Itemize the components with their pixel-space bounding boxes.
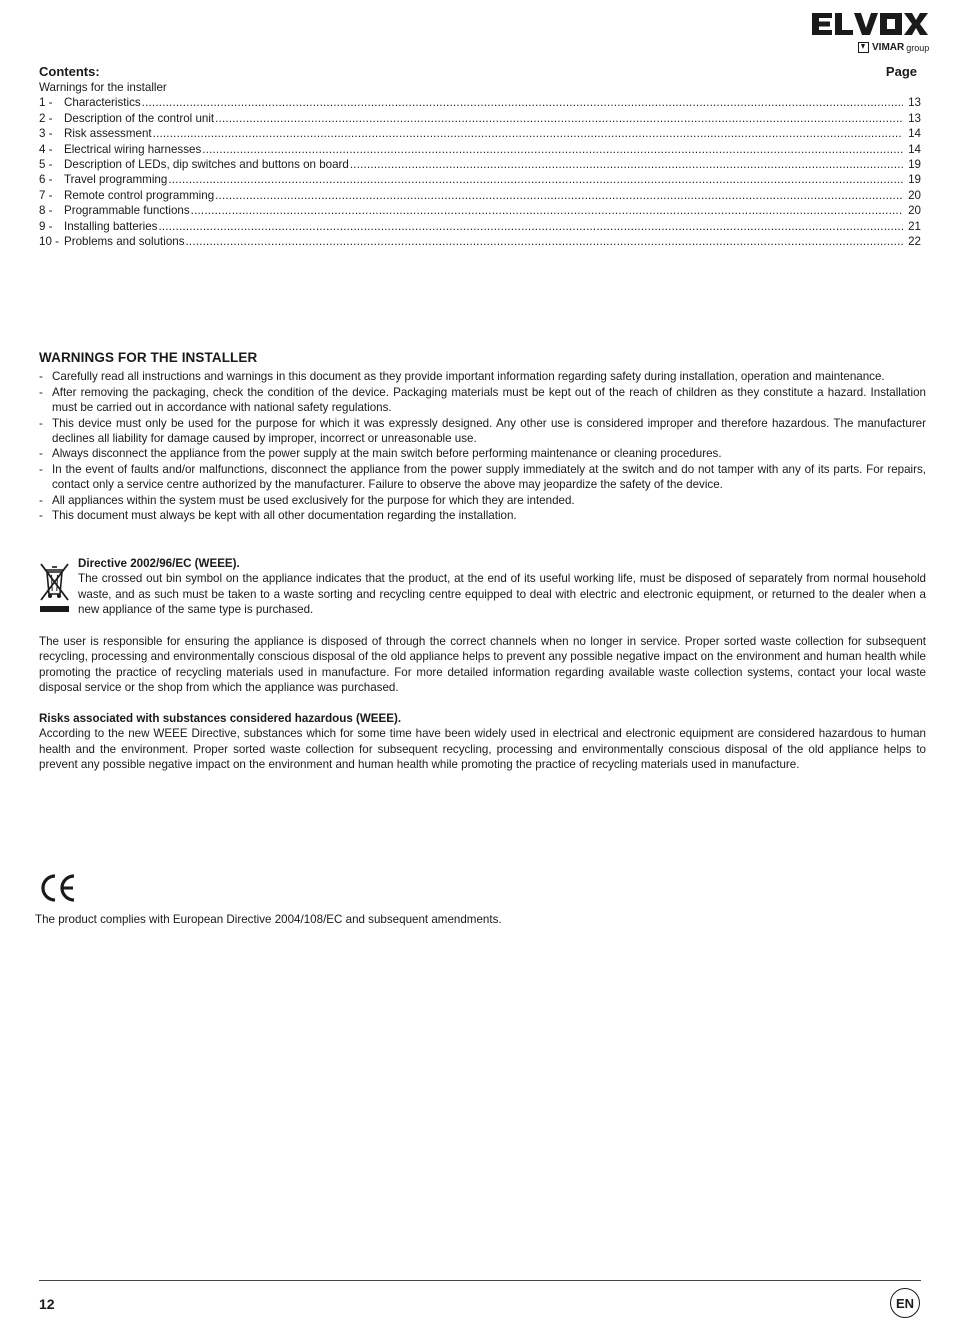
- toc-item-page: 21: [908, 219, 921, 233]
- toc-item-page: 14: [908, 127, 921, 141]
- toc-leader-dots: [191, 203, 903, 218]
- toc-item-title: Risk assessment: [64, 127, 152, 141]
- list-item: [39, 508, 926, 523]
- bullet-dash: -: [39, 462, 43, 476]
- warnings-heading: WARNINGS FOR THE INSTALLER: [39, 350, 258, 365]
- list-item: [39, 462, 926, 493]
- language-badge: EN: [890, 1288, 920, 1318]
- toc-leader-dots: [215, 111, 903, 126]
- toc-item[interactable]: [39, 219, 921, 234]
- risks-section: [39, 711, 926, 773]
- toc-item-number: 6 -: [39, 173, 53, 187]
- warning-text: This device must only be used for the purpose for which it was expressly designed. Any other use is considered improper and therefore hazardous. The manufacturer declines all liability for damage caused by improper, incorrect or unreasonable use.: [52, 416, 926, 446]
- toc-leader-dots: [168, 172, 903, 187]
- toc-item-number: 4 -: [39, 142, 53, 156]
- toc-item-number: 3 -: [39, 127, 53, 141]
- warning-text: After removing the packaging, check the condition of the device. Packaging materials must be kept out of the reach of children as they constitute a hazard. Installation must be carried out in accordance with national safety regulations.: [52, 385, 926, 415]
- toc-item-page: 14: [908, 142, 921, 156]
- toc-item-title: Travel programming: [64, 173, 168, 187]
- toc-item[interactable]: [39, 126, 921, 141]
- toc-item[interactable]: [39, 111, 921, 126]
- toc-item[interactable]: [39, 172, 921, 187]
- toc-item-page: 20: [908, 204, 921, 218]
- vimar-group-suffix: group: [906, 42, 930, 53]
- toc-leader-dots: [158, 219, 903, 234]
- contents-heading: Contents:: [39, 64, 100, 79]
- toc-item-page: 22: [908, 235, 921, 249]
- bullet-dash: -: [39, 385, 43, 399]
- toc-item-number: 5 -: [39, 158, 53, 172]
- toc-item-page: 13: [908, 96, 921, 110]
- list-item: [39, 385, 926, 416]
- warning-text: All appliances within the system must be used exclusively for the purpose for which they are intended.: [52, 493, 575, 507]
- list-item: [39, 493, 926, 508]
- risks-text: According to the new WEEE Directive, substances which for some time have been widely used in electrical and electronic equipment are considered hazardous to human health and the environment. Proper sorted waste collection for subsequent recycling, processing and environmentally conscious disposal of the old appliance helps to prevent any possible negative impact on the environment and human health while promoting the practice of recycling materials used in manufacture.: [39, 727, 926, 772]
- warning-text: In the event of faults and/or malfunctions, disconnect the appliance from the power supply immediately at the switch and do not tamper with any of its parts. For repairs, contact only a service centre authorized by the manufacturer. Failure to observe the above may jeopardize the safety of the device.: [52, 462, 926, 492]
- toc-item-number: 8 -: [39, 204, 53, 218]
- responsibility-paragraph: The user is responsible for ensuring the appliance is disposed of through the correct channels when no longer in service. Proper sorted waste collection for subsequent recycling, processing and environmentally conscious disposal of the old appliance helps to prevent any possible negative impact on the environment and human health while promoting the practice of recycling materials used in manufacture. For more detailed information regarding available waste collection systems, contact your local waste disposal service or the shop from which the appliance was purchased.: [39, 635, 926, 695]
- toc-item-title: Description of LEDs, dip switches and buttons on board: [64, 158, 349, 172]
- toc-item[interactable]: [39, 95, 921, 110]
- vimar-group-logo: [858, 42, 929, 53]
- bullet-dash: -: [39, 509, 43, 523]
- toc-item-title: Installing batteries: [64, 219, 158, 233]
- toc-item-title: Programmable functions: [64, 204, 190, 218]
- toc-item-number: 1 -: [39, 96, 53, 110]
- table-of-contents: [39, 64, 921, 249]
- weee-text-block: [78, 556, 926, 618]
- toc-item[interactable]: [39, 142, 921, 157]
- toc-list: [39, 95, 921, 249]
- toc-leader-dots: [142, 95, 903, 110]
- toc-item-number: 9 -: [39, 219, 53, 233]
- toc-item-number: 7 -: [39, 188, 53, 202]
- weee-title: Directive 2002/96/EC (WEEE).: [78, 557, 240, 570]
- toc-item[interactable]: [39, 188, 921, 203]
- list-item: [39, 369, 926, 384]
- toc-item-title: Description of the control unit: [64, 111, 215, 125]
- bullet-dash: -: [39, 416, 43, 430]
- page-number: 12: [39, 1296, 55, 1312]
- contents-header: [39, 64, 921, 80]
- toc-item[interactable]: [39, 234, 921, 249]
- toc-leader-dots: [350, 157, 903, 172]
- toc-item-page: 19: [908, 173, 921, 187]
- ce-compliance-text: The product complies with European Directive 2004/108/EC and subsequent amendments.: [35, 913, 502, 926]
- page-column-label: Page: [885, 64, 917, 79]
- contents-intro: Warnings for the installer: [39, 81, 167, 94]
- weee-section: [39, 556, 926, 618]
- warning-text: Carefully read all instructions and warnings in this document as they provide important information regarding safety during installation, operation and maintenance.: [52, 370, 885, 384]
- toc-item-title: Remote control programming: [64, 188, 215, 202]
- toc-leader-dots: [186, 234, 903, 249]
- toc-item[interactable]: [39, 157, 921, 172]
- toc-leader-dots: [202, 142, 903, 157]
- toc-item-number: 2 -: [39, 111, 53, 125]
- toc-item-title: Problems and solutions: [64, 235, 185, 249]
- bullet-dash: -: [39, 447, 43, 461]
- toc-item[interactable]: [39, 203, 921, 218]
- warnings-section: [39, 350, 926, 523]
- warning-text: Always disconnect the appliance from the power supply at the main switch before performing maintenance or cleaning procedures.: [52, 447, 722, 461]
- weee-bin-icon: [39, 562, 70, 618]
- risks-title: Risks associated with substances considered hazardous (WEEE).: [39, 712, 402, 725]
- list-item: [39, 446, 926, 461]
- toc-leader-dots: [215, 188, 903, 203]
- toc-item-title: Electrical wiring harnesses: [64, 142, 202, 156]
- list-item: [39, 416, 926, 447]
- vimar-name: VIMAR: [872, 42, 905, 53]
- warning-text: This document must always be kept with all other documentation regarding the installation.: [52, 509, 517, 523]
- vimar-icon: [858, 42, 869, 53]
- ce-mark-icon: [38, 872, 78, 909]
- toc-item-title: Characteristics: [64, 96, 141, 110]
- bullet-dash: -: [39, 370, 43, 384]
- toc-item-number: 10 -: [39, 235, 59, 249]
- toc-item-page: 13: [908, 111, 921, 125]
- toc-item-page: 19: [908, 158, 921, 172]
- elvox-logo-icon: [810, 10, 928, 38]
- warnings-list: [39, 369, 926, 523]
- bullet-dash: -: [39, 493, 43, 507]
- weee-description: The crossed out bin symbol on the appliance indicates that the product, at the end of its useful working life, must be disposed of separately from normal household waste, and as such must be taken to a waste sorting and recycling centre equipped to deal with electric and electronic equipment, or returned to the dealer when a new appliance of the same type is purchased.: [78, 572, 926, 617]
- footer-divider: [39, 1280, 921, 1281]
- toc-item-page: 20: [908, 188, 921, 202]
- toc-leader-dots: [153, 126, 903, 141]
